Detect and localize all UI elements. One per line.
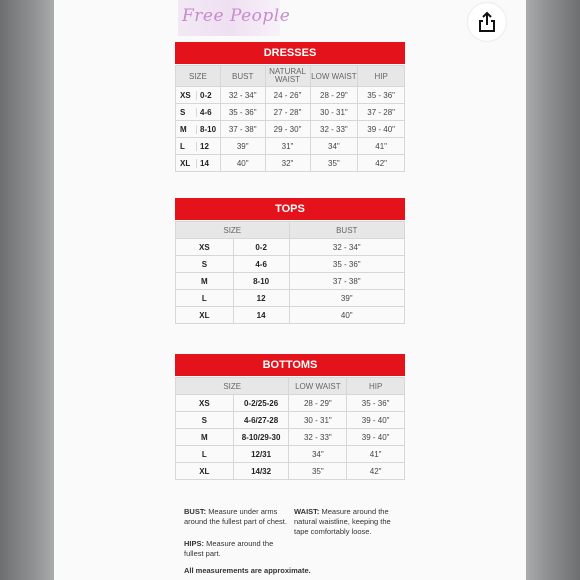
size-cell: XL 14 bbox=[176, 155, 221, 172]
dresses-col-bust: BUST bbox=[220, 66, 265, 87]
table-row bbox=[176, 395, 405, 412]
table-cell: 14/32 bbox=[233, 463, 289, 480]
table-cell: 35 - 36" bbox=[289, 256, 405, 273]
table-cell: 30 - 31" bbox=[310, 104, 358, 121]
table-cell: M bbox=[176, 429, 234, 446]
dresses-header-row bbox=[176, 66, 405, 87]
table-cell: 24 - 26" bbox=[265, 87, 310, 104]
dresses-title: DRESSES bbox=[263, 47, 317, 59]
size-cell: M 8-10 bbox=[176, 121, 221, 138]
tops-title: TOPS bbox=[275, 203, 305, 215]
table-row bbox=[176, 239, 405, 256]
table-row bbox=[176, 290, 405, 307]
table-cell: 32 - 34" bbox=[220, 87, 265, 104]
bottoms-col-low-waist: LOW WAIST bbox=[289, 378, 347, 395]
note-waist: WAIST: Measure around the natural waistline, keeping the tape comfortably loose. bbox=[294, 507, 391, 536]
table-cell: 40" bbox=[220, 155, 265, 172]
table-cell: 28 - 29" bbox=[289, 395, 347, 412]
dresses-col-size: SIZE bbox=[176, 66, 221, 87]
table-cell: 0-2/25-26 bbox=[233, 395, 289, 412]
table-cell: S bbox=[176, 256, 234, 273]
size-cell: L 12 bbox=[176, 138, 221, 155]
table-cell: 34" bbox=[289, 446, 347, 463]
table-row bbox=[176, 463, 405, 480]
dresses-header bbox=[175, 42, 405, 64]
tops-header-row bbox=[176, 222, 405, 239]
table-cell: M bbox=[176, 273, 234, 290]
table-cell: 8-10 bbox=[233, 273, 289, 290]
note-bust: BUST: Measure under arms around the fullest part of chest. bbox=[184, 507, 287, 526]
share-icon bbox=[477, 11, 497, 33]
table-cell: 32" bbox=[265, 155, 310, 172]
table-cell: 32 - 33" bbox=[310, 121, 358, 138]
table-cell: 35" bbox=[310, 155, 358, 172]
tops-header bbox=[175, 198, 405, 220]
table-cell: 42" bbox=[358, 155, 405, 172]
tops-col-bust: BUST bbox=[289, 222, 405, 239]
share-button[interactable] bbox=[468, 3, 506, 41]
table-cell: 12 bbox=[233, 290, 289, 307]
size-cell: S 4-6 bbox=[176, 104, 221, 121]
table-row bbox=[176, 446, 405, 463]
bottoms-header-row bbox=[176, 378, 405, 395]
table-row bbox=[176, 273, 405, 290]
table-row bbox=[176, 138, 405, 155]
table-cell: S bbox=[176, 412, 234, 429]
bottoms-header bbox=[175, 354, 405, 376]
note-hips: HIPS: Measure around the fullest part. bbox=[184, 539, 274, 558]
table-cell: 0-2 bbox=[233, 239, 289, 256]
size-cell: XS 0-2 bbox=[176, 87, 221, 104]
table-cell: 4-6/27-28 bbox=[233, 412, 289, 429]
table-cell: XS bbox=[176, 395, 234, 412]
table-row bbox=[176, 412, 405, 429]
table-cell: 35 - 36" bbox=[347, 395, 405, 412]
table-cell: 31" bbox=[265, 138, 310, 155]
table-cell: 35 - 36" bbox=[220, 104, 265, 121]
right-margin bbox=[526, 0, 580, 580]
table-cell: 28 - 29" bbox=[310, 87, 358, 104]
table-cell: L bbox=[176, 446, 234, 463]
table-cell: 39 - 40" bbox=[347, 429, 405, 446]
table-cell: 40" bbox=[289, 307, 405, 324]
dresses-col-natural-waist: NATURAL WAIST bbox=[265, 66, 310, 87]
note-approx: All measurements are approximate. bbox=[184, 566, 311, 575]
table-row bbox=[176, 155, 405, 172]
table-row bbox=[176, 307, 405, 324]
table-cell: 30 - 31" bbox=[289, 412, 347, 429]
free-people-logo bbox=[178, 0, 291, 36]
bottoms-title: BOTTOMS bbox=[262, 359, 318, 371]
table-cell: 37 - 38" bbox=[289, 273, 405, 290]
table-cell: 39" bbox=[289, 290, 405, 307]
left-margin bbox=[0, 0, 54, 580]
dresses-col-low-waist: LOW WAIST bbox=[310, 66, 358, 87]
table-cell: 41" bbox=[347, 446, 405, 463]
table-cell: 32 - 34" bbox=[289, 239, 405, 256]
bottoms-col-hip: HIP bbox=[347, 378, 405, 395]
bottoms-col-size: SIZE bbox=[176, 378, 289, 395]
table-cell: XS bbox=[176, 239, 234, 256]
table-cell: 41" bbox=[358, 138, 405, 155]
bottoms-table bbox=[175, 377, 405, 480]
table-cell: 34" bbox=[310, 138, 358, 155]
table-row bbox=[176, 429, 405, 446]
table-cell: 35 - 36" bbox=[358, 87, 405, 104]
table-cell: XL bbox=[176, 463, 234, 480]
dresses-col-hip: HIP bbox=[358, 66, 405, 87]
table-cell: 39 - 40" bbox=[358, 121, 405, 138]
tops-col-size: SIZE bbox=[176, 222, 290, 239]
table-cell: 29 - 30" bbox=[265, 121, 310, 138]
table-row bbox=[176, 121, 405, 138]
table-cell: 42" bbox=[347, 463, 405, 480]
table-cell: 35" bbox=[289, 463, 347, 480]
table-cell: XL bbox=[176, 307, 234, 324]
table-cell: L bbox=[176, 290, 234, 307]
table-row bbox=[176, 256, 405, 273]
logo-text: Free People bbox=[182, 6, 291, 26]
table-cell: 39 - 40" bbox=[347, 412, 405, 429]
tops-table bbox=[175, 221, 405, 324]
table-cell: 4-6 bbox=[233, 256, 289, 273]
table-cell: 32 - 33" bbox=[289, 429, 347, 446]
table-cell: 14 bbox=[233, 307, 289, 324]
table-cell: 37 - 38" bbox=[220, 121, 265, 138]
table-cell: 8-10/29-30 bbox=[233, 429, 289, 446]
table-row bbox=[176, 104, 405, 121]
table-cell: 27 - 28" bbox=[265, 104, 310, 121]
dresses-table bbox=[175, 65, 405, 172]
table-cell: 39" bbox=[220, 138, 265, 155]
table-cell: 12/31 bbox=[233, 446, 289, 463]
table-row bbox=[176, 87, 405, 104]
table-cell: 37 - 28" bbox=[358, 104, 405, 121]
